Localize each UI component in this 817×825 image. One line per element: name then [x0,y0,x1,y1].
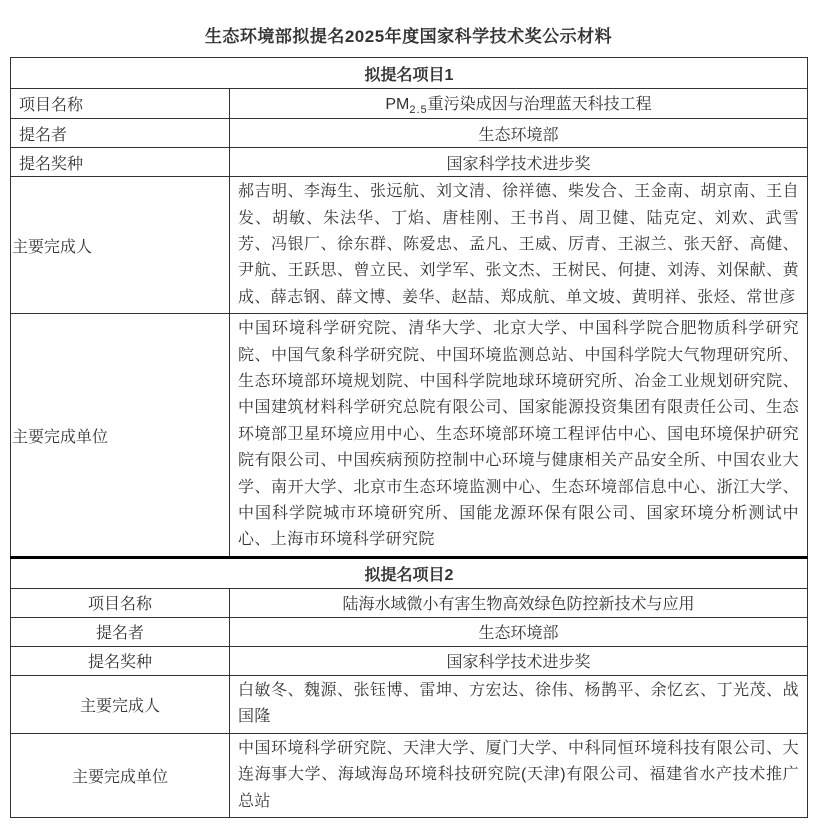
project1-header: 拟提名项目1 [11,58,808,89]
table-row [11,733,808,817]
table-row [11,177,808,314]
table-row [11,119,808,148]
project2-organizations-value: 中国环境科学研究院、天津大学、厦门大学、中科同恒环境科技有限公司、大连海事大学、海域海岛环境科技研究院(天津)有限公司、福建省水产技术推广总站 [230,733,808,817]
project1-award-type-value: 国家科学技术进步奖 [230,148,808,177]
project1-name-prefix: PM [385,96,410,113]
table-row [11,588,808,617]
table-row [11,89,808,119]
project2-name-label: 项目名称 [11,588,230,617]
project2-award-type-label: 提名奖种 [11,646,230,675]
project1-organizations-label: 主要完成单位 [11,314,230,558]
project1-contributors-value: 郝吉明、李海生、张远航、刘文清、徐祥德、柴发合、王金南、胡京南、王自发、胡敏、朱法华、丁焰、唐桂刚、王书肖、周卫健、陆克定、刘欢、武雪芳、冯银厂、徐东群、陈爱忠、孟凡、王威、厉青、王淑兰、张天舒、高健、尹航、王跃思、曾立民、刘学军、张文杰、王树民、何捷、刘涛、刘保献、黄成、薛志钢、薛文博、姜华、赵喆、郑成航、单文坡、黄明祥、张烃、常世彦 [230,177,808,314]
project1-nominator-label: 提名者 [11,119,230,148]
project2-organizations-label: 主要完成单位 [11,733,230,817]
project1-award-type-label: 提名奖种 [11,148,230,177]
page-title: 生态环境部拟提名2025年度国家科学技术奖公示材料 [204,27,613,46]
project1-header-row [11,58,808,89]
nomination-table [10,57,808,818]
project2-contributors-value: 白敏冬、魏源、张钰博、雷坤、方宏达、徐伟、杨鹊平、余忆玄、丁光茂、战国隆 [230,675,808,733]
project1-nominator-value: 生态环境部 [230,119,808,148]
table-row [11,617,808,646]
project2-name-value: 陆海水域微小有害生物高效绿色防控新技术与应用 [230,588,808,617]
table-row [11,646,808,675]
project2-header-row [11,557,808,588]
project2-contributors-label: 主要完成人 [11,675,230,733]
project1-contributors-label: 主要完成人 [11,177,230,314]
project2-header: 拟提名项目2 [11,557,808,588]
project1-organizations-value: 中国环境科学研究院、清华大学、北京大学、中国科学院合肥物质科学研究院、中国气象科学研究院、中国环境监测总站、中国科学院大气物理研究所、生态环境部环境规划院、中国科学院地球环境研究所、冶金工业规划研究院、中国建筑材料科学研究总院有限公司、国家能源投资集团有限责任公司、生态环境部卫星环境应用中心、生态环境部环境工程评估中心、国电环境保护研究院有限公司、中国疾病预防控制中心环境与健康相关产品安全所、中国农业大学、南开大学、北京市生态环境监测中心、生态环境部信息中心、浙江大学、中国科学院城市环境研究所、国能龙源环保有限公司、国家环境分析测试中心、上海市环境科学研究院 [230,314,808,558]
project1-name-value [230,89,808,119]
project2-nominator-label: 提名者 [11,617,230,646]
project1-name-subscript: 2.5 [409,104,428,117]
table-row [11,314,808,558]
project1-name-label: 项目名称 [11,89,230,119]
project2-nominator-value: 生态环境部 [230,617,808,646]
project2-award-type-value: 国家科学技术进步奖 [230,646,808,675]
project1-name-suffix: 重污染成因与治理蓝天科技工程 [427,96,652,113]
table-row [11,675,808,733]
table-row [11,148,808,177]
